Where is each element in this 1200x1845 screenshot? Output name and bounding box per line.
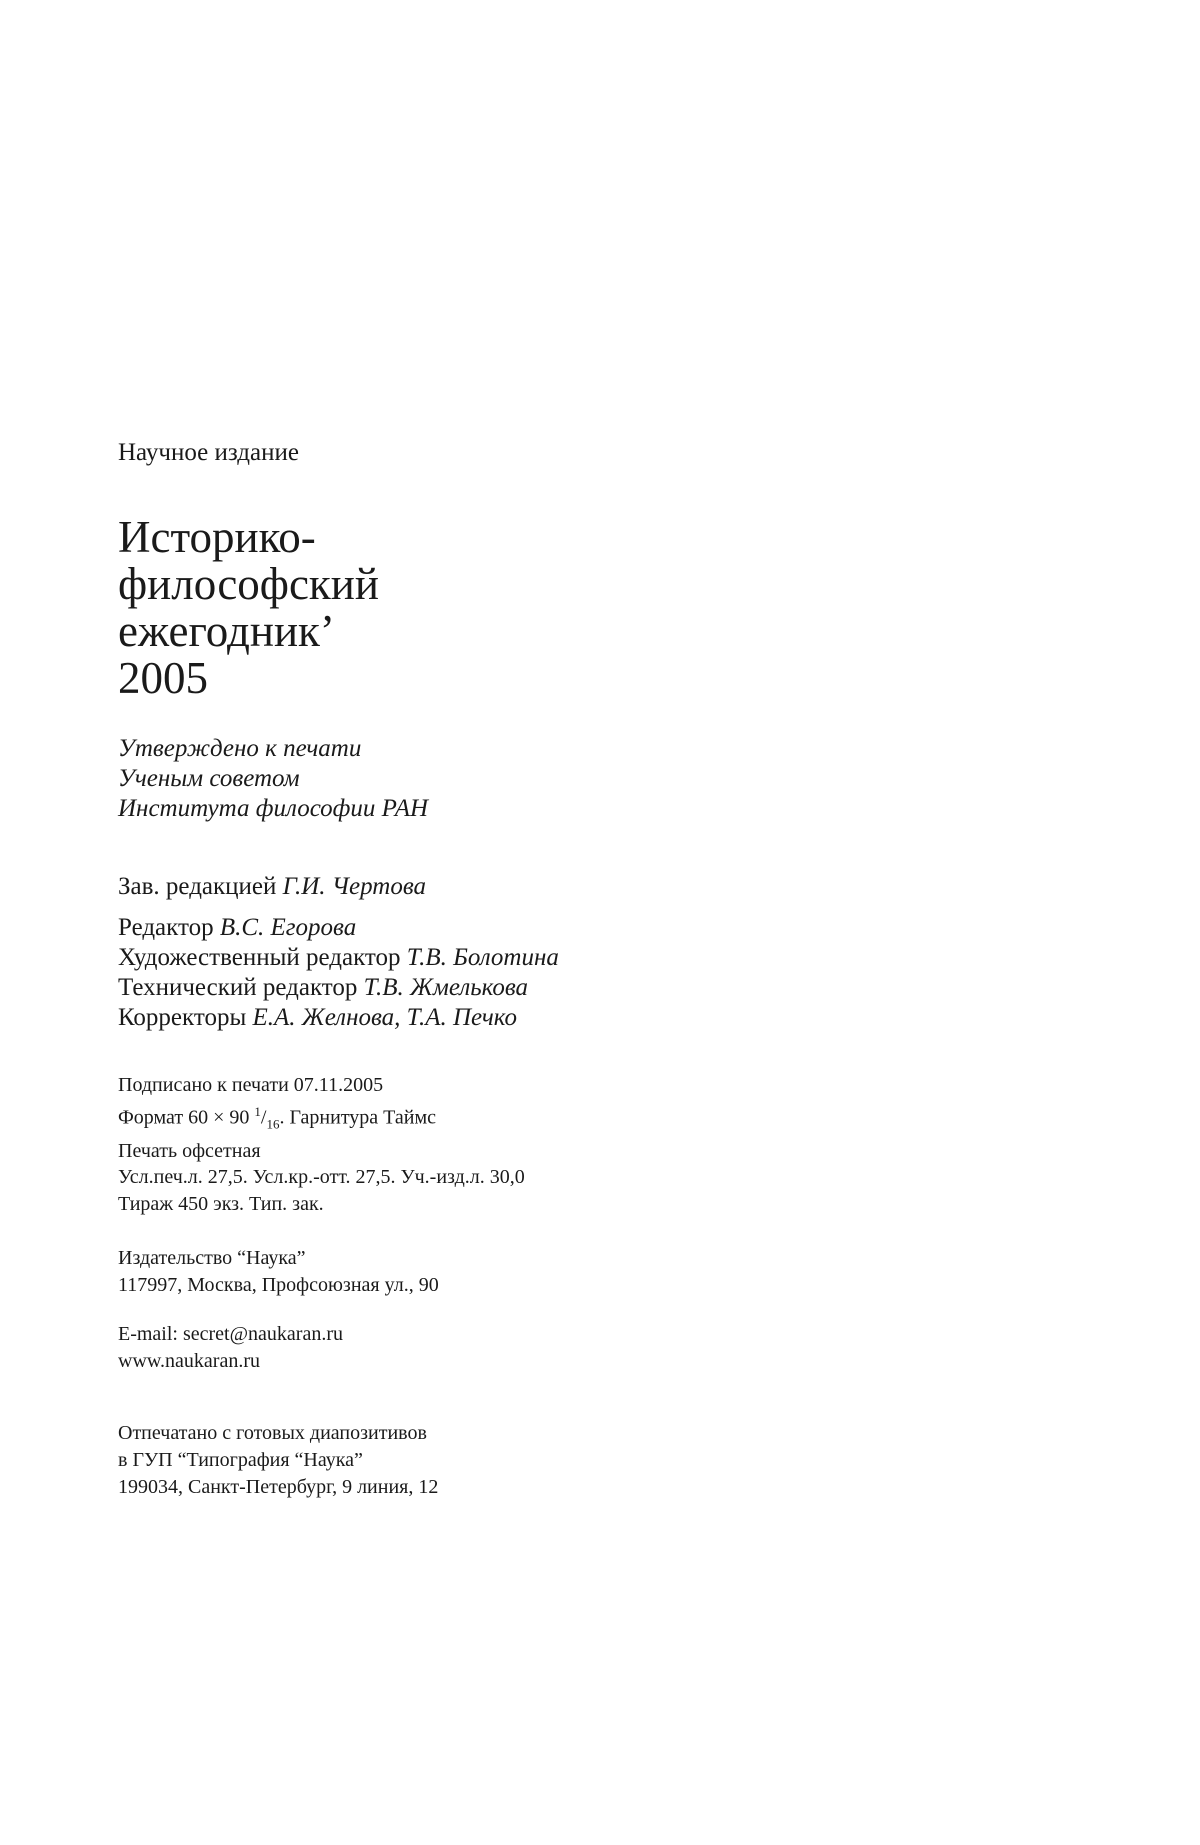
title-line: ежегодник’ [118,606,335,656]
staff-role: Корректоры [118,1004,247,1031]
title-line: 2005 [118,653,208,703]
staff-line [118,1003,559,1033]
title-line: философский [118,559,379,609]
approval-line: Утверждено к печати [118,735,362,762]
format-prefix: Формат 60 × 90 [118,1106,255,1129]
printer-line: в ГУП “Типография “Наука” [118,1449,363,1471]
staff-line [118,943,559,973]
head-of-edition-line [118,872,426,902]
printer-line: 199034, Санкт-Петербург, 9 линия, 12 [118,1476,439,1498]
publication-kind-text: Научное издание [118,439,299,466]
publisher-name: Издательство “Наука” [118,1247,306,1269]
staff-name: Т.В. Болотина [406,944,559,971]
staff-line [118,913,559,943]
format-denominator: 16 [266,1116,280,1132]
staff-name: Е.А. Желнова, Т.А. Печко [252,1004,517,1031]
printing-type: Печать офсетная [118,1139,261,1162]
approval-line: Ученым советом [118,765,300,792]
staff-role: Художественный редактор [118,944,401,971]
editorial-staff [118,913,559,1033]
format-line: Формат 60 × 90 $^1/_{16}$. Гарнитура Таймс [118,1103,437,1132]
printer-info [118,1420,438,1501]
format-suffix: . Гарнитура Таймс [279,1106,437,1129]
website-text: www.naukaran.ru [118,1350,260,1372]
publisher-info [118,1245,439,1299]
title-line: Историко- [118,512,316,562]
approval-note [118,734,428,824]
staff-role: Редактор [118,914,214,941]
staff-line [118,973,559,1003]
print-details [118,1072,525,1217]
printer-line: Отпечатано с готовых диапозитивов [118,1422,427,1444]
publication-kind [118,438,299,468]
book-title [118,514,379,702]
head-of-edition-label: Зав. редакцией [118,873,277,900]
staff-role: Технический редактор [118,974,358,1001]
head-of-edition-name: Г.И. Чертова [282,873,427,900]
staff-name: В.С. Егорова [219,914,357,941]
format-numerator: 1 [254,1103,261,1119]
publisher-address: 117997, Москва, Профсоюзная ул., 90 [118,1274,439,1296]
staff-name: Т.В. Жмелькова [363,974,529,1001]
head-of-edition [118,872,426,902]
approval-line: Института философии РАН [118,795,429,822]
contact-info [118,1321,343,1375]
signed-date: Подписано к печати 07.11.2005 [118,1074,384,1096]
email-text: E-mail: secret@naukaran.ru [118,1323,343,1345]
print-run: Тираж 450 экз. Тип. зак. [118,1192,324,1215]
sheets-info: Усл.печ.л. 27,5. Усл.кр.-отт. 27,5. Уч.-изд.л. 30,0 [118,1166,525,1189]
